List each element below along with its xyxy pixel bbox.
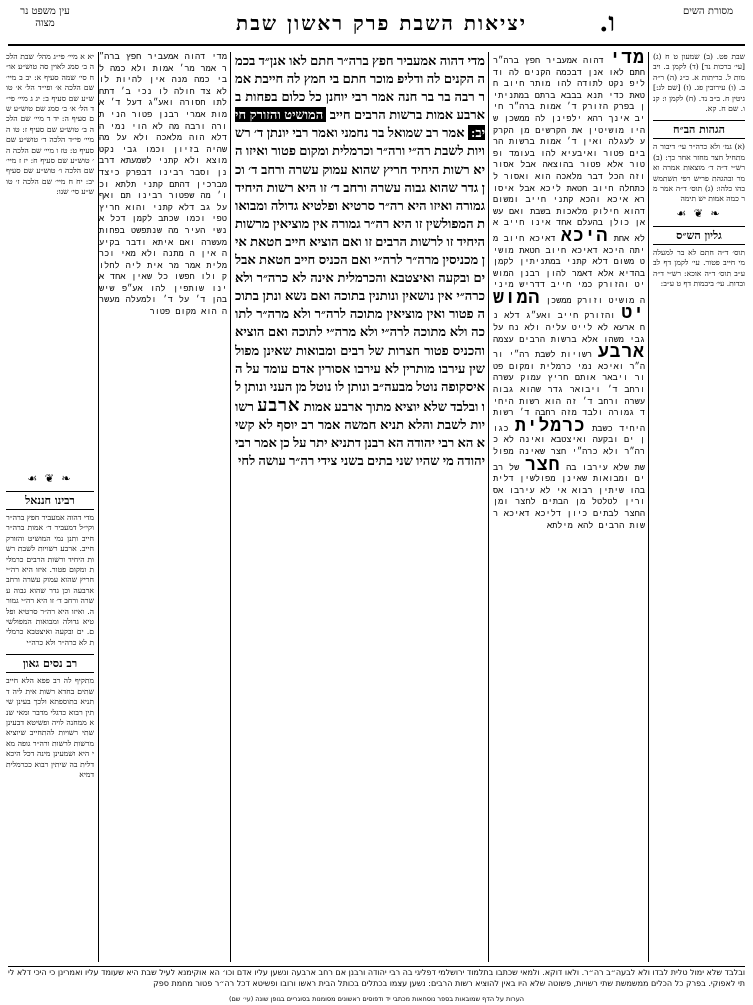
tosafot-text: והוא חריץ טפי וכמו שכתב לקמן דכל אנשי העיר מה שנתפשט בפחות מעשרה ואם איתא ודבר בקיעה אין ה מתנה ולא מאי xyxy=(99,202,227,260)
gemara-section-word: ארבע xyxy=(257,394,301,415)
hagahot-habach-title: הגהות הב״ח xyxy=(653,120,745,139)
footer-rule xyxy=(8,966,745,967)
rashi-column xyxy=(493,52,645,962)
page-header xyxy=(8,6,745,46)
rashi-dibbur-word: ארבע xyxy=(597,341,645,363)
rav-nissim-gaon-text: מתקיף לה רב פפא הלא חייב שתים בחדא רשות אית ליה דתניא בתוספתא ולכך בעינן שיתין רבוא כדגלי מדבר ומאי שנא ממחנה לויה ופשיטא דבעינן שתי רשויות להתחייב שיוציא מרשות לרשות ורה״ר גופה מאי היא ושמעינן מינה דכל היכא דלית בה שיתין רבוא ככרמלית דמיא xyxy=(6,676,94,779)
rabbeinu-chananel-title: רבינו חננאל xyxy=(6,491,94,510)
gemara-column xyxy=(235,52,485,962)
masoret-hashas-column xyxy=(653,52,745,522)
tosafot-column xyxy=(99,52,227,962)
rashi-text: דאיכא חיוב מיתה היכא דאיכא חיוב חטאת מושיט משום דלא קתני במתניתין לקמן בהדיא אלא דאמר להון רבנן המושיט והזורק כמי חייב דדריש מיניה מושיט וזורק ממשכן xyxy=(493,233,645,306)
rashi-opening-word: מדי xyxy=(609,52,645,68)
gilyon-hashas-title: גליון הש״ס xyxy=(653,226,745,245)
rav-nissim-gaon-title: רב נסים גאון xyxy=(6,654,94,673)
gemara-closing: רשויות לשבת והלא תניא חמשה אמר רב יוסף לא קשיא הא רבי יהודה הא רבנן דתניא יתר על כן אמר רבי יהודה מי שהיו שני בתים בשני צידי רה״ר עושה לחי xyxy=(235,398,485,469)
ornament-divider: ❧ ❦ ☙ xyxy=(27,472,73,485)
rashi-text: והזורק חייב ואע״ג דלא נח ארעא לא לייט עליה ולא נח על גבי משהו אלא ברשות הרבים עצמה xyxy=(493,311,645,345)
ornament-divider: ❧ ❦ ☙ xyxy=(676,206,722,220)
gilyon-hashas-text: תוס׳ ד״ה חתם לא בר למעלה מי חייב פטור. עי׳ לקמן דף לב ע״ב תוס׳ ד״ה אוכא: רש״י ד״ה ובדות. עי׳ ביבמות דף ט ע״ב: xyxy=(653,247,745,289)
gemara-opening: מדי דהוה אמעביר חפץ ברה״ר חתם לאו אנן״ד בכמה הקנים לה ודליפ מוכר חתם בי חמץ לה חייבת אמר רבה בר בר חנה אמר רבי יוחנן כל כלום בפחות בארבע אמות ברשות הרבים חייב xyxy=(235,53,485,123)
rashi-commentary xyxy=(493,52,645,532)
tosafot-commentary xyxy=(99,52,227,319)
gemara-text xyxy=(235,52,485,470)
rashi-dibbur-word: חצר xyxy=(524,453,561,475)
tosafot-text: וכרמלית אמר מר אית ליה לחלוק ולו חפשו כל שאין אחד אינו שותפין להו אע״פ שיש בהן ד׳ על ד׳ ולמעלה מעשרה הוא מקום פטור xyxy=(99,249,227,318)
running-title: יציאות השבת פרק ראשון שבת xyxy=(236,11,527,35)
tosafot-text: מדי דהוה אמעביר חפץ ברה״ר אמר מר׳ אמות ולא כמה לבי כמה מנה אין להיות לו לא צד חולה לו נכי ב׳ דתחלתו חסורה ואע״ג דעל ד׳ אמות אמרי רבנן פטור הני תורה ורבה מה לא הוי נמי ה דלא הוה מלאכה ולא על מה שהיה בזיון וכמו גבי נקט מוצא ולא קתני לשמעתא דרבנן וסבר רבינו דבפרק כיצד מברכין דהתם קתני תלתא וכו׳ מה שפטור רבינו תם ואף על גב דלא קתני xyxy=(99,52,227,213)
rashi-dibbur-word: המושיט xyxy=(493,286,645,324)
ein-mishpat-entries: יא א מיי׳ פי״ג מהל׳ שבת הלכה ב׳ סמג לאוין סה טוש״ע או״ח סי׳ שמה סעיף א: יב ב מיי׳ שם הלכה א׳ ופי״ד הל׳ א׳ טוש״ע שם סעיף ב: יג ג מיי׳ פי״ד הל׳ א׳ ב׳ סמג שם טוש״ע שם סעיף ה: יד ד מיי׳ שם הלכה ב׳ טוש״ע שם סעיף ז: טו ה מיי׳ פי״ד הלכה ד׳ טוש״ע שם סעיף ט: טז ו מיי׳ שם הלכה ה׳ טוש״ע שם סעיף ח: יז ז מיי׳ שם הלכה ו׳ טוש״ע שם סעיף יב: יח ח מיי׳ שם הלכה ז׳ טוש״ע סי׳ שנו: xyxy=(6,52,94,197)
rashi-dibbur-word: היכא xyxy=(561,224,609,246)
rashi-text: רשויות לשבת רה״י ורה״ר ואיכא נמי כרמלית ומקום פטור ויבאר אותם חריץ עמוק עשרה ורחב ד׳ ויבואר גדר שהוא גבוה עשרה ורחב ד׳ זה הוא רשות היחיד גמורה ולבד מזה רחבה ד׳ רשות היחיד כשבת xyxy=(493,350,645,434)
gemara-body: אמר רב שמואל בר נחמני ואמר רבי יונתן ד׳ רשויות לשבת רה״י ורה״ר וכרמלית ומקום פטור ואיזו היא רשות היחיד חריץ שהוא עמוק עשרה ורחב ד׳ וכן גדר שהוא גבוה עשרה ורחב ד׳ זו היא רשות היחיד גמורה ואיזו היא רה״ר סרטיא ופלטיא גדולה ומבואות המפולשין זו היא רה״ר גמורה אין מוציאין מרשות היחיד זו לרשות הרבים זו ואם הוציא חייב חטאת אין מכניסין מרה״ר לרה״י ואם הכניס חייב חטאת אבל ים ובקעה ואיצטבא והכרמלית אינה לא כרה״ר ולא כרה״י אין נושאין ונותנין בתוכה ואם נשא ונתן בתוכה פטור ואין מוציאין מתוכה לרה״ר ולא מרה״ר לתוכה ולא מתוכה לרה״י ולא מרה״י לתוכה ואם הוציא והכניס פטור חצרות של רבים ומבואות שאינן מפולשין עירבו מותרין לא עירבו אסורין אדם עומד על האיסקופה נוטל מבעה״ב ונותן לו נוטל מן העני ונותן לו ובלבד שלא יוציא מתוך ארבע אמות xyxy=(235,125,485,414)
rashi-text: דהוה אמעביר חפץ ברה״ר חתם לאו אנן דבכמה הקנים לה ודליפ נקט לתודה להו מותר חיוב חטאת כדי תנא בבבא ברתם במתניתין בפרק הזורק ד׳ אמות ברה״ר חייב אינך רהא ילפינן לה ממשכן שהיו מושיטין את הקרשים מן הקרקע לעגלה ואין ד׳ אמות ברשות הרבים פטור ואיבעיא להו בעומד ופטור אלא פטור בהוצאה אבל אסור וזה הכל דבר מלאכה הוא ואסור לכתחלה חיוב חטאת ליכא אבל איסורא איכא והכא קתני חייב ומשום דהוא חילוק מלאכות בשבת ואם עשאן כולן בהעלם אחד אינו חייב אלא אחת xyxy=(493,56,645,244)
column-divider xyxy=(230,52,231,962)
header-rule xyxy=(8,44,745,46)
rabbeinu-column xyxy=(6,470,94,940)
ein-mishpat-column xyxy=(6,52,94,462)
masoret-hashas-label: מסורת השים xyxy=(682,6,734,17)
masoret-references: שבת פט. (ב) שמעון ט ח (ג) [עי׳ ברכות נד] (ד) לקמן ב. ויבמות ל. כריתות א. כ״ג (ה) ר״ה ב. (ו) עירובין פג. (ז) [שם לג:] גיטין ח. ב״ב נד. (ח) לקמן ו: קנו. שם ח. קא. xyxy=(653,52,745,114)
mishnah-quote-label: המושיט והזורק חייב: xyxy=(235,107,485,141)
rashi-dibbur-word: כרמלית xyxy=(514,414,586,436)
page-number: ו. xyxy=(599,8,615,38)
hagahot-habach-text: (א) גמ׳ ולא כרה״ר עי׳ דיבור המתחיל חצר מחזר אחר כך: (ב) רש״י ד״ה ד׳ מוצאות אמרה ואמר ובהגהת פריש רפי תשתמש בהו כלהו: (ג) תוס׳ ד״ה אמר מר כמה אמות יש תימה xyxy=(653,142,745,204)
column-divider xyxy=(648,52,649,962)
rabbeinu-chananel-text: מדי דהוה אמעביר חפץ ברה״ר וקי״ל דמעביר ד׳ אמות ברה״ר חייב ותנן נמי המושיט והזורק חייב. ארבע רשויות לשבת רשות היחיד ורשות הרבים כרמלית ומקום פטור. איזו היא רה״י חריץ שהוא עמוק עשרה ורחב ארבעה וכן גדר שהוא גבוה עשרה ורחב ד׳ זו היא רה״י גמורה. ואיזו היא רה״ר סרטיא ופלטיא גדולה ומבואות המפולשים. ים ובקעה ואיצטבא כרמלית לא כרה״ר ולא כרה״י xyxy=(6,513,94,647)
rashi-text: כגון ים ובקעה ואיצטבא ואינה לא כרה״ר ולא כרה״י חצר שאינה מפולשת שלא עירבו בה xyxy=(493,423,645,473)
footer-commentary: ובלבד שלא ימול טלית לבדו ולא לבעה״ב רה״ר. ולאו דוקא. ולמאי שכתבו בתלמוד ירושלמי דפליגי בה רבי יהודה ורבנן אם רחב ארבעה ונשען עליו אדם וכו׳ הא אוקימנא לעיל שבת היא שעומד עליו ואמרינן כי היכי דלא ליתי לאפוקי. בפרק כל הכלים ממשמשת שתי רשויות, פשוטה שלא היו באין להוציא רשות הרבים: נשען עצמו בכתלים בכותל הבית ראשו ורובו ופשיטא דכל רה״ר פטור מחמת ספק xyxy=(8,968,745,988)
column-divider xyxy=(488,52,489,962)
footer-note: הערות על הדף שמובאות בספר נוסחאות מכתבי יד ודפוסים ראשונים מסומנות בסוגריים בגופן שונה (עי׳ שם) xyxy=(228,995,525,1003)
rashi-text: של רבים ומבואות שאינן מפולשין דלית בהו שיתין רבוא אי לא עירבו אסורין לטלטל מן הבתים לחצר ומן החצר לבתים כיון דליכא דאיכא רשות הרבים להא מילתא xyxy=(493,462,645,531)
ein-mishpat-label: עין משפט נר מצוה xyxy=(20,6,70,29)
